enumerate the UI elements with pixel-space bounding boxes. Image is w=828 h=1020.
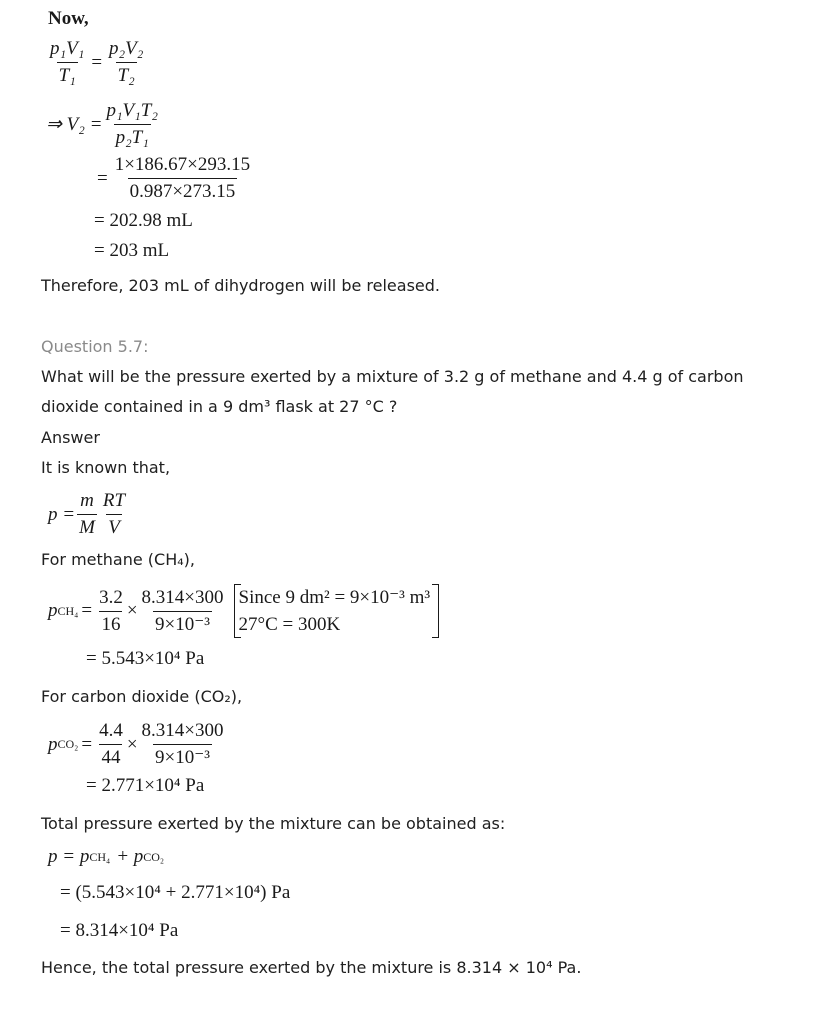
co2-molar-mass: 44 <box>99 744 122 769</box>
times-sign: × <box>126 600 138 621</box>
times-sign: × <box>126 733 138 755</box>
methane-mass: 3.2 <box>99 586 123 608</box>
conversion-note-bracket <box>234 584 440 638</box>
co2-pressure-result: = 2.771×10⁴ Pa <box>86 775 205 796</box>
temperature-conversion-note: 27°C = 300K <box>238 614 341 635</box>
equation-total-pressure-result: = 8.314×10⁴ Pa <box>60 920 179 941</box>
methane-pressure-result: = 5.543×10⁴ Pa <box>86 648 205 669</box>
formula-mass: m <box>80 490 94 511</box>
formula-rt: RT <box>102 490 126 511</box>
equation-total-pressure-values: = (5.543×10⁴ + 2.771×10⁴) Pa <box>60 882 291 903</box>
equation-ideal-gas <box>48 490 129 539</box>
methane-rt-value: 8.314×300 <box>141 586 224 608</box>
question-title: Question 5.7: <box>41 337 149 356</box>
total-sub-ch4: CH₄ <box>89 849 111 864</box>
known-text: It is known that, <box>41 458 171 477</box>
co2-p-symbol: p <box>48 733 58 755</box>
eq3-numerator: 1×186.67×293.15 <box>114 154 251 175</box>
equals-sign: = <box>91 51 103 73</box>
eq3-denominator: 0.987×273.15 <box>128 178 238 203</box>
equals-sign: = <box>97 167 108 189</box>
equation-methane-pressure <box>48 584 439 638</box>
total-lead: p = p <box>48 846 90 867</box>
equation-combined-gas-law <box>46 38 147 87</box>
answer-label: Answer <box>41 428 100 447</box>
equation-v2-substitution <box>94 154 254 203</box>
volume-conversion-note: Since 9 dm² = 9×10⁻³ m³ <box>238 587 431 608</box>
equation-v2-result: = 202.98 mL <box>94 210 193 231</box>
formula-volume: V <box>106 514 122 539</box>
equals-sign: = <box>81 733 93 755</box>
eq2-numerator: p₁V₁T₂ <box>106 100 158 121</box>
methane-volume-value: 9×10⁻³ <box>153 611 212 636</box>
eq2-lead: ⇒ V₂ = <box>46 114 103 135</box>
total-plus: + p <box>116 846 144 867</box>
equation-total-pressure-sum <box>48 846 164 868</box>
formula-molar-mass: M <box>77 514 97 539</box>
equation-co2-pressure <box>48 720 228 769</box>
equals-sign: = <box>81 600 93 621</box>
formula-lead: p = <box>48 503 76 525</box>
eq1-right-denominator: T₂ <box>116 62 137 87</box>
final-answer-text: Hence, the total pressure exerted by the mixture is 8.314 × 10⁴ Pa. <box>41 958 582 977</box>
eq2-denominator: p₂T₁ <box>114 124 151 149</box>
total-sub-co2: CO₂ <box>143 849 165 864</box>
eq1-left-numerator: p₁V₁ <box>50 38 85 59</box>
co2-rt-value: 8.314×300 <box>141 720 224 741</box>
conclusion-dihydrogen: Therefore, 203 mL of dihydrogen will be released. <box>41 276 440 295</box>
methane-text: For methane (CH₄), <box>41 550 195 569</box>
total-pressure-text: Total pressure exerted by the mixture can be obtained as: <box>41 814 506 833</box>
co2-mass: 4.4 <box>99 720 123 741</box>
co2-text: For carbon dioxide (CO₂), <box>41 687 243 706</box>
methane-molar-mass: 16 <box>99 611 122 636</box>
question-text-line1: What will be the pressure exerted by a mixture of 3.2 g of methane and 4.4 g of carbon <box>41 367 744 386</box>
equation-v2-rounded: = 203 mL <box>94 240 170 261</box>
question-text-line2: dioxide contained in a 9 dm³ flask at 27 °C ? <box>41 397 398 416</box>
equation-v2-expression <box>46 100 162 149</box>
co2-subscript: CO₂ <box>57 737 79 751</box>
methane-subscript: CH₄ <box>57 603 79 618</box>
eq1-left-denominator: T₁ <box>57 62 78 87</box>
eq1-right-numerator: p₂V₂ <box>109 38 144 59</box>
now-heading: Now, <box>48 8 89 29</box>
methane-p-symbol: p <box>48 600 58 621</box>
co2-volume-value: 9×10⁻³ <box>153 744 212 769</box>
